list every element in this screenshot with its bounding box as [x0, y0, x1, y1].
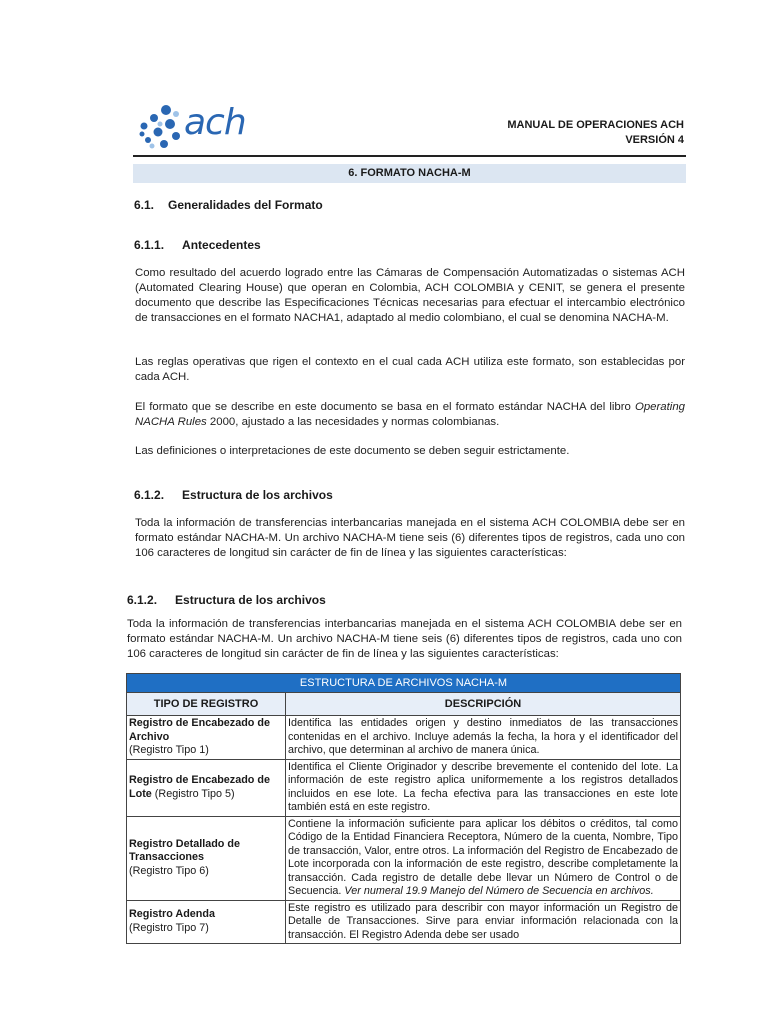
nacha-structure-table	[126, 673, 681, 944]
molecule-icon	[136, 100, 184, 156]
paragraph-antecedentes-2: Las reglas operativas que rigen el contexto en el cual cada ACH utiliza este formato, son establecidas por cada ACH.	[135, 356, 685, 383]
table-title-row	[127, 674, 681, 693]
tipo-cell: Registro de Encabezado de Archivo (Registro Tipo 1)	[127, 716, 286, 760]
ach-logo	[136, 100, 256, 156]
paragraph-estructura-1: Toda la información de transferencias interbancarias manejada en el sistema ACH COLOMBIA debe ser en formato estándar NACHA-M. Un archivo NACHA-M tiene seis (6) diferentes tipos de registros, cada uno con 106 caracteres de longitud sin carácter de fin de línea y las siguientes características:	[135, 517, 685, 559]
heading-6-1: 6.1. Generalidades del Formato	[134, 198, 323, 212]
paragraph-antecedentes-4: Las definiciones o interpretaciones de este documento se deben seguir estrictamente.	[135, 445, 570, 457]
header-divider	[133, 155, 686, 157]
tipo-cell: Registro de Encabezado de Lote (Registro Tipo 5)	[127, 759, 286, 816]
document-header	[507, 118, 684, 148]
table-header-row	[127, 693, 681, 716]
paragraph-antecedentes-1: Como resultado del acuerdo logrado entre las Cámaras de Compensación Automatizadas o sistemas ACH (Automated Clearing House) que operan en Colombia, ACH COLOMBIA y CENIT, se genera el presente documento que describe las Especificaciones Técnicas necesarias para efectuar el intercambio electrónico de transacciones en el formato NACHA1, adaptado al medio colombiano, el cual se denomina NACHA-M.	[135, 267, 685, 324]
tipo-cell: Registro Adenda (Registro Tipo 7)	[127, 900, 286, 944]
version-label: VERSIÓN 4	[625, 134, 684, 146]
descripcion-cell: Este registro es utilizado para describir con mayor información un Registro de Detalle de Transacciones. Sirve para enviar información relacionada con la transacción. El Registro Adenda debe ser usado	[286, 900, 681, 944]
descripcion-cell: Identifica el Cliente Originador y describe brevemente el contenido del lote. La información de este registro aplica uniformemente a los registros detallados incluidos en ese lote. La fecha efectiva para las transacciones en este lote también está en este registro.	[286, 759, 681, 816]
manual-title: MANUAL DE OPERACIONES ACH	[507, 119, 684, 131]
paragraph-estructura-2: Toda la información de transferencias interbancarias manejada en el sistema ACH COLOMBIA debe ser en formato estándar NACHA-M. Un archivo NACHA-M tiene seis (6) diferentes tipos de registros, cada uno con 106 caracteres de longitud sin carácter de fin de línea y las siguientes características:	[127, 618, 682, 660]
table-row	[127, 759, 681, 816]
heading-6-1-1: 6.1.1. Antecedentes	[134, 238, 261, 252]
descripcion-cell: Contiene la información suficiente para aplicar los débitos o créditos, tal como Código de la Entidad Financiera Receptora, Número de la cuenta, Nombre, Tipo de transacción, Valor, entre otros. La información del Registro de Encabezado de Lote incorporada con la información de este registro, describe completamente la transacción. Cada registro de detalle debe llevar un Número de Control o de Secuencia. Ver numeral 19.9 Manejo del Número de Secuencia en archivos.	[286, 816, 681, 900]
table-row	[127, 816, 681, 900]
column-header-tipo: TIPO DE REGISTRO	[127, 693, 286, 716]
table-row	[127, 900, 681, 944]
column-header-descripcion: DESCRIPCIÓN	[286, 693, 681, 716]
paragraph-antecedentes-3: El formato que se describe en este documento se basa en el formato estándar NACHA del libro Operating NACHA Rules 2000, ajustado a las necesidades y normas colombianas.	[135, 401, 685, 428]
tipo-cell: Registro Detallado de Transacciones (Registro Tipo 6)	[127, 816, 286, 900]
section-title-band: 6. FORMATO NACHA-M	[133, 164, 686, 183]
table-row	[127, 716, 681, 760]
table-title: ESTRUCTURA DE ARCHIVOS NACHA-M	[127, 674, 681, 693]
logo-wordmark: ach	[184, 102, 246, 143]
descripcion-cell: Identifica las entidades origen y destino inmediatos de las transacciones contenidas en el archivo. Incluye además la fecha, la hora y el identificador del archivo, que determinan al archivo de manera única.	[286, 716, 681, 760]
heading-6-1-2-first: 6.1.2. Estructura de los archivos	[134, 488, 333, 502]
heading-6-1-2-second: 6.1.2. Estructura de los archivos	[127, 593, 326, 607]
